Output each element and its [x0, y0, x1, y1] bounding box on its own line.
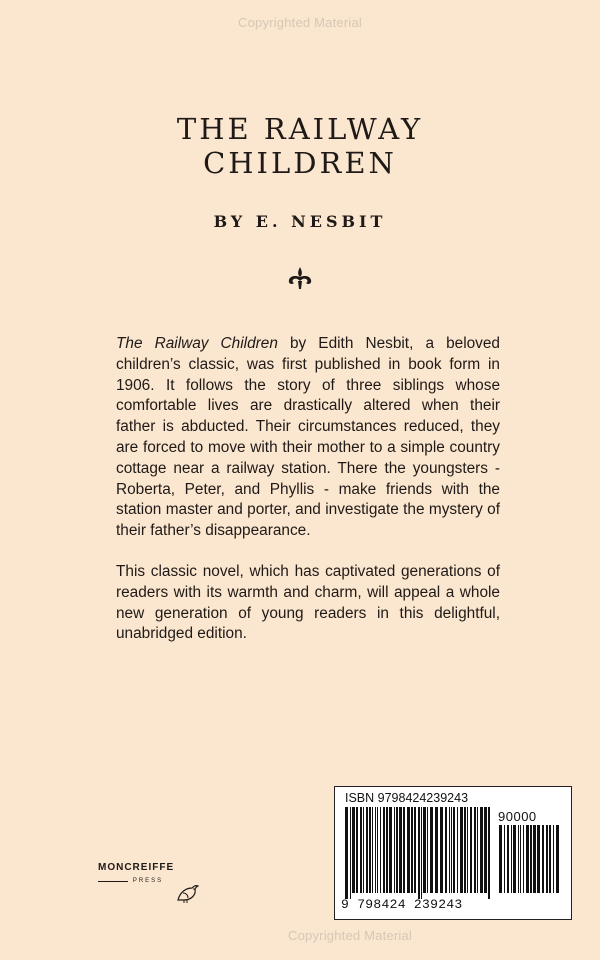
publisher-name: MONCREIFFE [98, 862, 175, 873]
book-author: BY E. NESBIT [213, 212, 387, 231]
isbn-barcode [334, 786, 572, 920]
price-barcode-bars [499, 825, 561, 899]
description-paragraph-2: This classic novel, which has captivated generations of readers with its warmth and charm, will appeal a whole new generation of young readers in this delightful, unabridged edition. [116, 562, 500, 643]
bird-icon [174, 880, 200, 904]
title-line-2: CHILDREN [203, 146, 397, 180]
book-description [116, 334, 500, 665]
description-title-italic: The Railway Children [116, 335, 278, 352]
price-code: 90000 [498, 809, 537, 824]
description-text-1: by Edith Nesbit, a beloved children’s classic, was first published in book form in 1906. It follows the story of three siblings whose comfortable lives are drastically altered when their father is abducted. Their circumstances reduced, they are forced to move with their mother to a simple country cottage near a railway station. There the youngsters - Roberta, Peter, and Phyllis - make friends with the station master and porter, and investigate the mystery of their father’s disappearance. [116, 335, 500, 540]
watermark-bottom: Copyrighted Material [288, 928, 412, 943]
description-paragraph-1 [116, 334, 500, 542]
isbn-label: ISBN 9798424239243 [345, 791, 469, 805]
isbn-digits: 9 798424 239243 [341, 897, 463, 912]
publisher-press-label: PRESS [132, 878, 164, 884]
title-line-1: THE RAILWAY [176, 112, 424, 146]
book-title [0, 112, 600, 180]
fleuron-ornament-icon [285, 265, 315, 293]
isbn-barcode-bars [345, 807, 493, 899]
watermark-top: Copyrighted Material [238, 15, 362, 30]
publisher-logo [98, 862, 208, 912]
